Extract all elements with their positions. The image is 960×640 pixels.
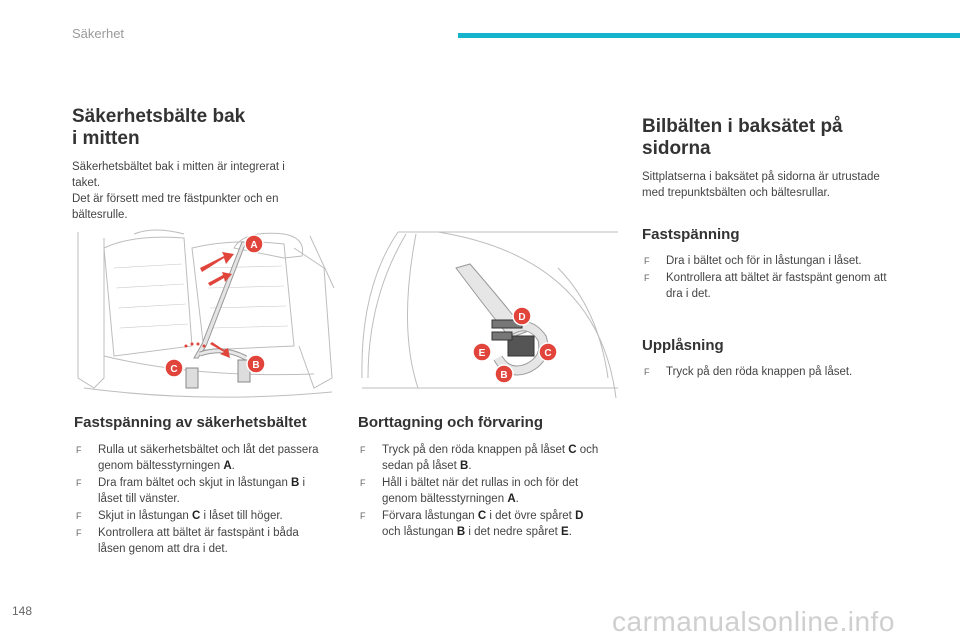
item-text: och <box>576 444 599 456</box>
item-key: A <box>507 493 516 505</box>
list-item <box>358 442 628 474</box>
right-intro-para <box>642 169 912 201</box>
bullet-icon: F <box>360 445 366 455</box>
borttagning-title: Borttagning och förvaring <box>358 414 543 431</box>
bullet-icon: F <box>360 511 366 521</box>
item-key: C <box>191 510 201 522</box>
svg-text:C: C <box>170 364 178 375</box>
item-text: sedan på låset <box>382 460 461 472</box>
item-key: B <box>460 460 469 472</box>
item-key: A <box>223 460 232 472</box>
intro-line-1: Säkerhetsbältet bak i mitten är integrerat i <box>72 161 285 173</box>
header-accent-bar <box>458 33 960 38</box>
list-item <box>358 508 628 540</box>
intro-line-1: Sittplatserna i baksätet på sidorna är utrustade <box>642 171 880 183</box>
title-line-2: sidorna <box>642 138 711 159</box>
fastspanning-bak-title: Fastspänning av säkerhetsbältet <box>74 414 307 431</box>
bullet-icon: F <box>644 367 650 377</box>
item-text: i det övre spåret <box>486 510 576 522</box>
item-key: C <box>477 510 487 522</box>
illus1-label-c <box>165 359 183 377</box>
intro-line-2: med trepunktsbälten och bältesrullar. <box>642 187 830 199</box>
illus2-label-e <box>473 343 491 361</box>
svg-text:E: E <box>478 348 486 359</box>
item-text: Tryck på den röda knappen på låset <box>382 444 569 456</box>
bullet-icon: F <box>360 478 366 488</box>
left-section <box>72 106 342 223</box>
rear-seat-belt-illustration <box>74 228 336 400</box>
bullet-icon: F <box>76 528 82 538</box>
fastspanning-title: Fastspänning <box>642 226 740 243</box>
page-number: 148 <box>12 604 33 618</box>
bullet-icon: F <box>76 511 82 521</box>
left-intro-para <box>72 159 342 223</box>
illus1-label-b <box>247 355 265 373</box>
item-key: E <box>561 526 569 538</box>
bullet-icon: F <box>644 256 650 266</box>
list-item <box>358 475 628 507</box>
list-item <box>74 525 344 557</box>
list-item <box>74 508 344 524</box>
intro-line-2: taket. <box>72 177 101 189</box>
item-key: D <box>575 510 584 522</box>
left-section-title <box>72 106 342 150</box>
item-text: Dra i bältet och för in låstungan i låset. <box>666 255 862 267</box>
illus2-label-d <box>513 307 531 325</box>
illus2-label-c <box>539 343 557 361</box>
svg-text:B: B <box>252 360 260 371</box>
item-text: Rulla ut säkerhetsbältet och låt det passera <box>98 444 319 456</box>
intro-line-3: Det är försett med tre fästpunkter och en <box>72 193 279 205</box>
item-text: . <box>568 526 572 538</box>
svg-text:A: A <box>250 240 258 251</box>
illus1-label-a <box>245 235 263 253</box>
list-item <box>642 270 912 302</box>
item-text: låsen genom att dra i det. <box>98 543 228 555</box>
title-line-1: Bilbälten i baksätet på <box>642 116 843 137</box>
item-text: och låstungan <box>382 526 457 538</box>
right-section <box>642 116 912 201</box>
upplasning-title: Upplåsning <box>642 337 724 354</box>
bullet-icon: F <box>76 478 82 488</box>
illus2-label-b <box>495 365 513 383</box>
title-line-1: Säkerhetsbälte bak <box>72 106 246 127</box>
seat-belt-drawing <box>74 228 336 400</box>
item-text: Kontrollera att bältet är fastspänt genom att <box>666 272 887 284</box>
fastspanning-bak-list <box>74 442 344 557</box>
borttagning-list <box>358 442 628 540</box>
upplasning-section <box>642 337 912 381</box>
item-text: dra i det. <box>666 288 711 300</box>
item-text: . <box>231 460 235 472</box>
fastspanning-list <box>642 253 912 302</box>
intro-line-4: bältesrulle. <box>72 209 128 221</box>
item-key: B <box>291 477 300 489</box>
bullet-icon: F <box>76 445 82 455</box>
item-text: i <box>299 477 306 489</box>
item-text: i låset till höger. <box>200 510 283 522</box>
item-text: Håll i bältet när det rullas in och för det <box>382 477 579 489</box>
item-text: Tryck på den röda knappen på låset. <box>666 366 853 378</box>
watermark: carmanualsonline.info <box>612 606 895 637</box>
fastspanning-section <box>642 226 912 303</box>
upplasning-list <box>642 364 912 380</box>
item-text: . <box>515 493 519 505</box>
borttagning-section <box>358 414 628 541</box>
list-item <box>642 364 912 380</box>
item-text: Förvara låstungan <box>382 510 478 522</box>
right-section-title <box>642 116 912 160</box>
svg-text:C: C <box>544 348 552 359</box>
item-text: genom bältesstyrningen <box>382 493 508 505</box>
item-text: i det nedre spåret <box>465 526 562 538</box>
item-text: . <box>468 460 472 472</box>
list-item <box>74 475 344 507</box>
item-text: Kontrollera att bältet är fastspänt i båda <box>98 527 299 539</box>
item-text: låset till vänster. <box>98 493 180 505</box>
item-key: C <box>568 444 577 456</box>
svg-text:B: B <box>500 370 508 381</box>
list-item <box>74 442 344 474</box>
item-text: genom bältesstyrningen <box>98 460 224 472</box>
bullet-icon: F <box>644 273 650 283</box>
belt-storage-drawing <box>358 228 620 400</box>
item-text: Dra fram bältet och skjut in låstungan <box>98 477 292 489</box>
section-header: Säkerhet <box>72 26 125 41</box>
svg-text:D: D <box>518 312 526 323</box>
item-key: B <box>456 526 466 538</box>
fastspanning-bak-section <box>74 414 344 558</box>
list-item <box>642 253 912 269</box>
belt-storage-illustration <box>358 228 620 400</box>
title-line-2: i mitten <box>72 128 140 149</box>
item-text: Skjut in låstungan <box>98 510 192 522</box>
